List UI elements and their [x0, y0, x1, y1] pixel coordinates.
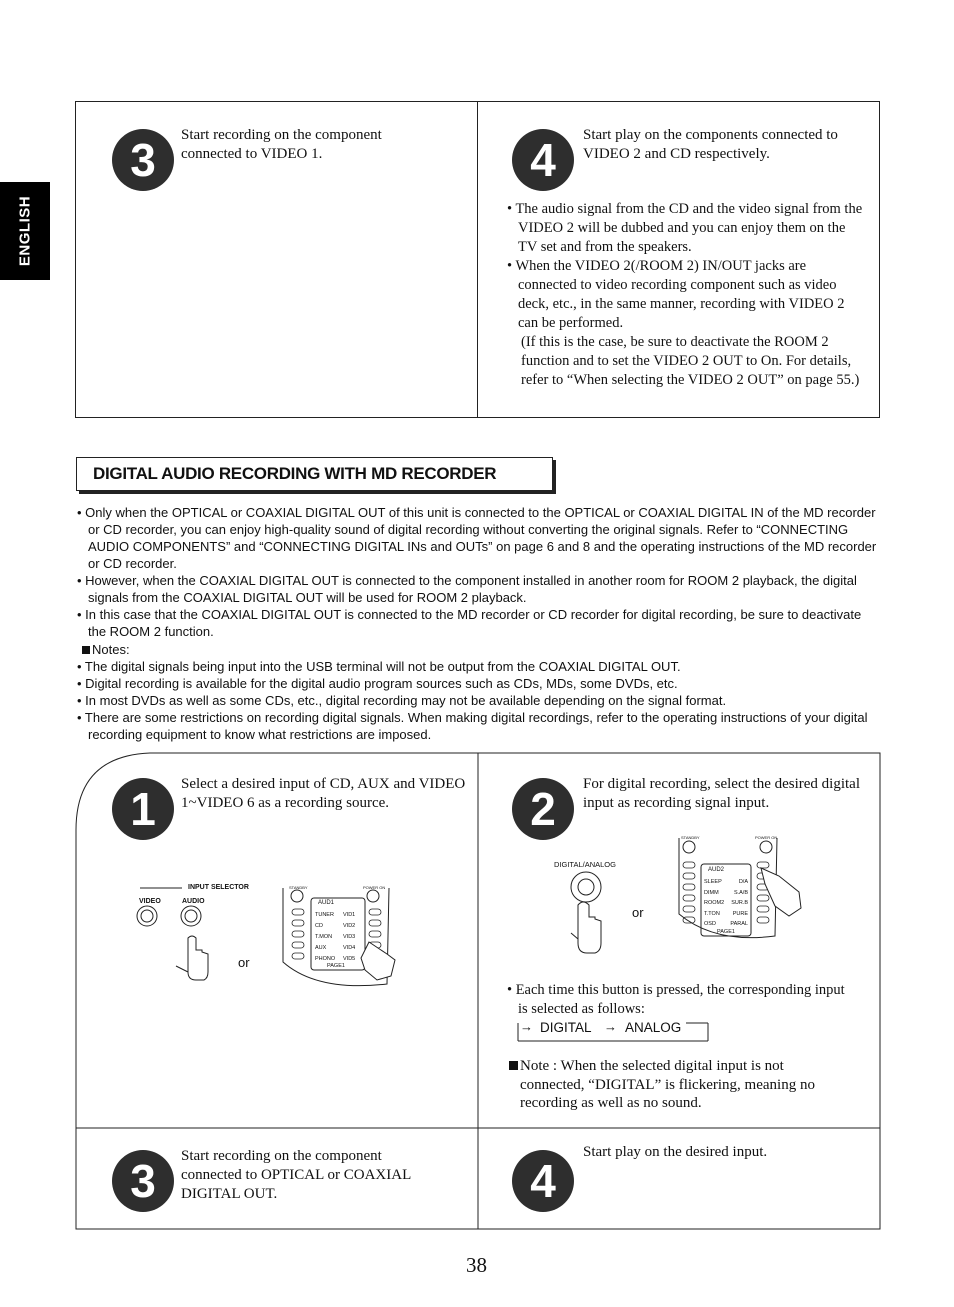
- remote-key[interactable]: S.A/B: [733, 889, 748, 896]
- remote-1-power: POWER ON: [363, 885, 386, 890]
- note-2: • Digital recording is available for the digital audio program sources such as CDs, MDs, some DVDs, etc.: [77, 676, 678, 691]
- step-2-note-text: Note : When the selected digital input is not connected, “DIGITAL” is flickering, meaning no recording as well as no sound.: [520, 1058, 815, 1111]
- remote-2-left-keys: [704, 877, 724, 930]
- note-4: • There are some restrictions on recording digital signals. When making digital recordings, refer to the operating instructions of your digital recording equipment to know what restrictions are imposed.: [77, 710, 868, 742]
- remote-key[interactable]: VID2: [343, 923, 356, 929]
- bottom-step-2-badge: 2: [512, 778, 574, 840]
- remote-key[interactable]: PURE: [732, 910, 748, 917]
- language-label: ENGLISH: [16, 195, 34, 267]
- remote-1-left-keys: [315, 910, 335, 965]
- remote-key[interactable]: PHONO: [315, 956, 336, 962]
- bottom-step-3-text: Start recording on the component connected to OPTICAL or COAXIAL DIGITAL OUT.: [181, 1148, 411, 1202]
- remote-1-header: AUD1: [318, 900, 335, 906]
- digital-analog-button[interactable]: [571, 872, 601, 902]
- remote-2-footer: PAGE1: [717, 929, 735, 935]
- remote-key[interactable]: T.TON: [704, 910, 720, 917]
- remote-key[interactable]: D/A: [738, 879, 748, 885]
- section-title: DIGITAL AUDIO RECORDING WITH MD RECORDER: [93, 464, 497, 483]
- remote-key[interactable]: VID3: [343, 934, 356, 940]
- remote-key[interactable]: DIMM: [704, 889, 719, 896]
- step-4-badge: 4: [512, 129, 574, 191]
- page-number: 38: [466, 1253, 487, 1277]
- audio-knob[interactable]: [181, 906, 201, 926]
- bottom-step-1-text: Select a desired input of CD, AUX and VIDEO 1~VIDEO 6 as a recording source.: [181, 776, 466, 811]
- step-4-bullet-1: • The audio signal from the CD and the video signal from the VIDEO 2 will be dubbed and you can enjoy them on the TV set and from the speakers.: [507, 201, 863, 255]
- or-label-2: or: [632, 905, 644, 920]
- step-4-note: (If this is the case, be sure to deactivate the ROOM 2 function and to set the VIDEO 2 OUT to On. For details, refer to “When selecting the VIDEO 2 OUT” on page 55.): [521, 334, 860, 388]
- remote-key[interactable]: AUX: [315, 945, 327, 951]
- remote-key[interactable]: VID5: [343, 956, 356, 962]
- remote-control-2: [675, 830, 805, 944]
- square-bullet-icon: [509, 1061, 518, 1070]
- digital-analog-panel: [545, 855, 645, 960]
- step-2-bullet-text: • Each time this button is pressed, the corresponding input is selected as follows:: [507, 982, 845, 1017]
- step-4-text: Start play on the components connected to VIDEO 2 and CD respectively.: [583, 127, 838, 162]
- input-selector-panel: [130, 880, 250, 990]
- remote-1-right-keys: [343, 910, 355, 965]
- remote-2-header: AUD2: [708, 867, 725, 873]
- remote-key[interactable]: SLEEP: [704, 879, 722, 885]
- intro-bullet-1: • Only when the OPTICAL or COAXIAL DIGITAL OUT of this unit is connected to the OPTICAL or COAXIAL DIGITAL IN of the MD recorder or CD recorder, you can enjoy high-quality sound of digital recording without converting the original signals. Refer to “CONNECTING AUDIO COMPONENTS” and “CONNECTING DIGITAL INs and OUTs” on page 6 and 8 and the operating instructions of the MD recorder or CD recorder.: [77, 505, 877, 571]
- step-3-badge: 3: [112, 129, 174, 191]
- remote-2-right-keys: [728, 877, 748, 930]
- note-1: • The digital signals being input into the USB terminal will not be output from the COAXIAL DIGITAL OUT.: [77, 659, 681, 674]
- step-3-text: Start recording on the component connected to VIDEO 1.: [181, 127, 382, 162]
- bottom-step-4-text: Start play on the desired input.: [583, 1144, 768, 1160]
- step-2-bullet: [507, 981, 857, 1019]
- intro-bullet-2: • However, when the COAXIAL DIGITAL OUT is connected to the component installed in another room for ROOM 2 playback, the digital signals from the COAXIAL DIGITAL OUT will be used for ROOM 2 playback.: [77, 573, 857, 605]
- remote-key[interactable]: VID4: [343, 945, 356, 951]
- digital-analog-label: DIGITAL/ANALOG: [554, 860, 616, 869]
- remote-key[interactable]: ROOM2: [704, 900, 725, 906]
- step-2-note: [509, 1057, 849, 1113]
- bottom-step-1-badge: 1: [112, 778, 174, 840]
- cycle-item-analog: ANALOG: [625, 1020, 682, 1035]
- remote-1-footer: PAGE1: [327, 963, 345, 969]
- remote-key[interactable]: OSD: [704, 921, 716, 927]
- notes-label: Notes:: [92, 642, 130, 657]
- step-4-bullet-2: • When the VIDEO 2(/ROOM 2) IN/OUT jacks are connected to video recording component such as video deck, etc., in the same manner, recording with VIDEO 2 can be performed.: [507, 258, 845, 331]
- bottom-step-2-text: For digital recording, select the desired digital input as recording signal input.: [583, 776, 861, 811]
- video-label: VIDEO: [139, 898, 161, 905]
- or-label-1: or: [238, 955, 250, 970]
- cycle-arrow-icon: →: [604, 1019, 617, 1034]
- input-selector-label: INPUT SELECTOR: [188, 884, 249, 891]
- remote-key[interactable]: PARAL: [730, 921, 748, 927]
- remote-key[interactable]: VID1: [343, 912, 356, 918]
- remote-1-standby: STANDBY: [289, 885, 308, 890]
- remote-key[interactable]: T.MON: [315, 934, 333, 940]
- cycle-arrow-icon: →: [520, 1019, 533, 1034]
- audio-label: AUDIO: [182, 898, 205, 905]
- bottom-step-4-badge: 4: [512, 1150, 574, 1212]
- remote-2-standby: STANDBY: [681, 835, 700, 840]
- cycle-item-digital: DIGITAL: [540, 1020, 592, 1035]
- remote-key[interactable]: TUNER: [315, 912, 334, 918]
- remote-key[interactable]: SUR.B: [731, 900, 748, 906]
- remote-2-power: POWER ON: [755, 835, 778, 840]
- intro-bullet-3: • In this case that the COAXIAL DIGITAL OUT is connected to the MD recorder or CD recorder for digital recording, be sure to deactivate the ROOM 2 function.: [77, 607, 862, 639]
- remote-control-1: [277, 880, 397, 992]
- bottom-step-3-badge: 3: [112, 1150, 174, 1212]
- remote-key[interactable]: CD: [315, 923, 323, 929]
- note-3: • In most DVDs as well as some CDs, etc., digital recording may not be available depending on the signal format.: [77, 693, 727, 708]
- input-cycle-diagram: [516, 1019, 711, 1049]
